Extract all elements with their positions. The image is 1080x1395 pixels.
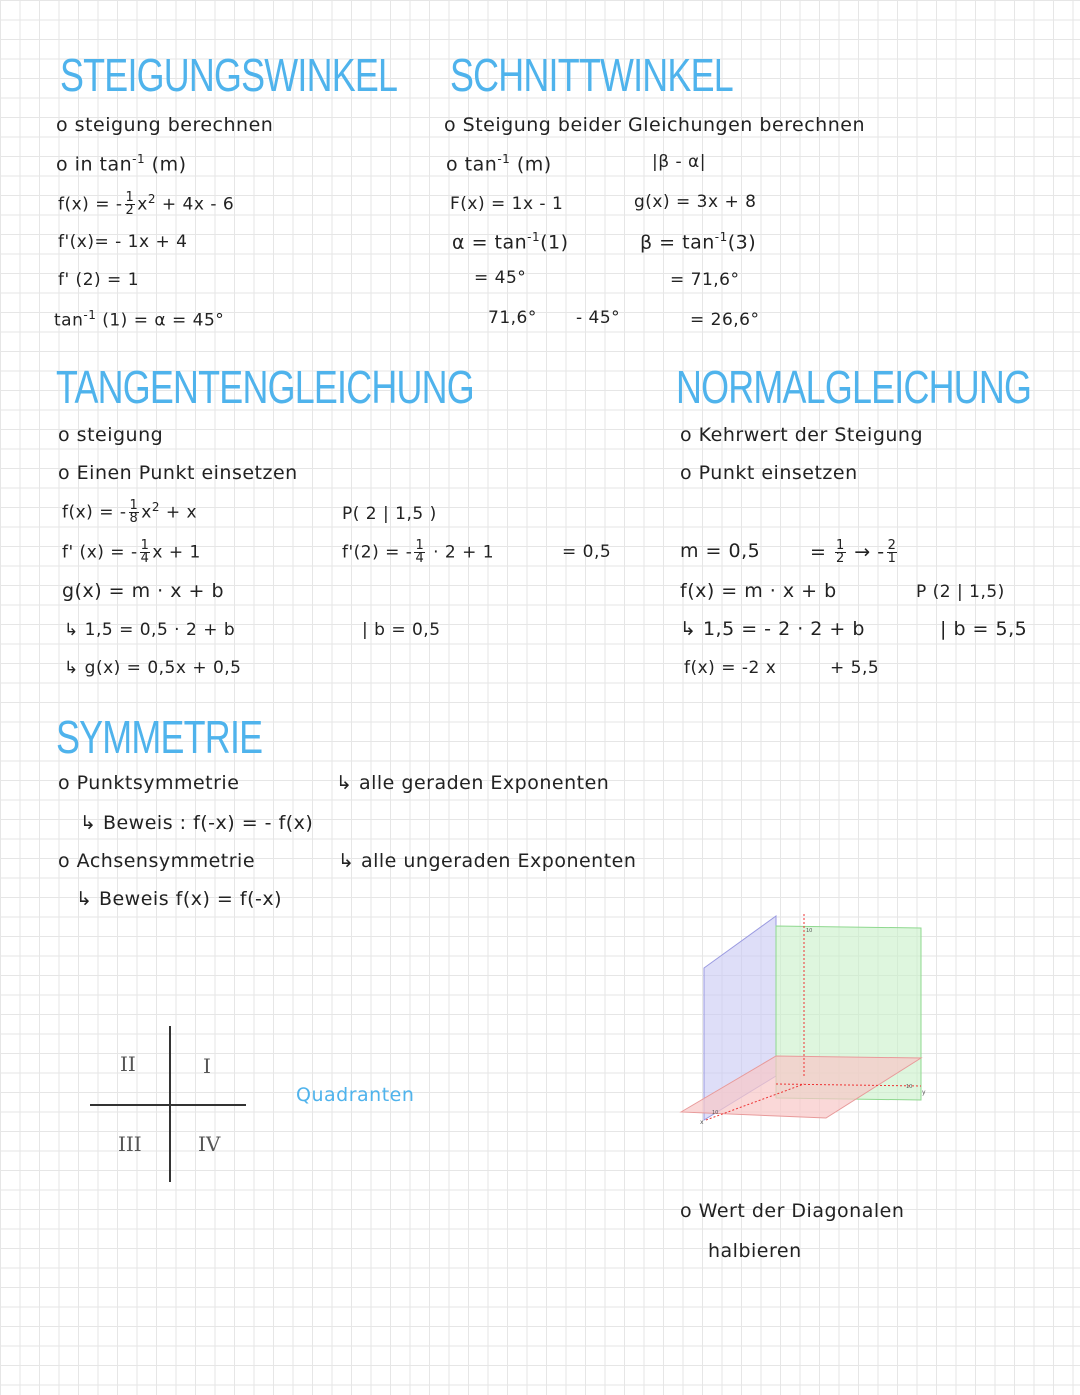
x-tick-label: 10: [712, 1110, 719, 1116]
normalgleichung-result-right: + 5,5: [830, 658, 880, 678]
tangentengleichung-step-1: o steigung: [58, 424, 164, 446]
steigungswinkel-angle-result: $\tan^{-1} (1) = \alpha = 45^\circ$: [54, 308, 225, 331]
schnittwinkel-alpha-minus: - 45°: [576, 308, 621, 328]
diagonal-note-line-2: halbieren: [708, 1240, 802, 1262]
steigungswinkel-step-1: o steigung berechnen: [56, 114, 274, 136]
steigungswinkel-step-2: o in $\tan^{-1} (m)$: [56, 152, 187, 176]
normalgleichung-step-2: o Punkt einsetzen: [680, 462, 858, 484]
steigungswinkel-heading: STEIGUNGSWINKEL: [60, 49, 398, 101]
tangentengleichung-result: ↳ g(x) = 0,5x + 0,5: [64, 658, 242, 678]
schnittwinkel-beta-value: = 71,6°: [670, 270, 740, 290]
normalgleichung-step-1: o Kehrwert der Steigung: [680, 424, 924, 446]
steigungswinkel-function: f(x) = - $\frac{1}{2}$ $x^2 + 4x - 6$: [58, 190, 235, 219]
schnittwinkel-step-1: o Steigung beider Gleichungen berechnen: [444, 114, 865, 136]
y-axis-label: y: [922, 1089, 926, 1096]
symmetrie-axis: o Achsensymmetrie: [58, 850, 256, 872]
tangentengleichung-slope-result: = 0,5: [562, 542, 612, 562]
tangentengleichung-solve-b: ↳ 1,5 = 0,5 · 2 + b: [64, 620, 236, 640]
symmetrie-point-proof: ↳ Beweis : f(-x) = - f(x): [80, 812, 314, 834]
tangentengleichung-general-form: g(x) = m · x + b: [62, 580, 225, 602]
x-axis-label: x: [700, 1119, 704, 1126]
normalgleichung-result-left: f(x) = -2 x: [684, 658, 777, 678]
normalgleichung-b-value: | b = 5,5: [940, 618, 1028, 640]
schnittwinkel-beta: $\beta = \tan^{-1}(3)$: [640, 230, 757, 254]
symmetrie-point-rule: ↳ alle geraden Exponenten: [336, 772, 610, 794]
normalgleichung-solve-b: ↳ 1,5 = - 2 · 2 + b: [680, 618, 865, 640]
normalgleichung-point: P (2 | 1,5): [916, 582, 1005, 602]
quadrant-4-label: IV: [198, 1132, 221, 1156]
tangentengleichung-heading: TANGENTENGLEICHUNG: [56, 361, 474, 413]
y-tick-label: 10: [906, 1084, 913, 1090]
normalgleichung-reciprocal: = $\frac{1}{2}$ → - $\frac{2}{1}$: [810, 538, 897, 566]
schnittwinkel-function-f: F(x) = 1x - 1: [450, 194, 564, 214]
schnittwinkel-alpha-value: = 45°: [474, 268, 527, 288]
steigungswinkel-derivative-value: f' (2) = 1: [58, 270, 140, 290]
symmetrie-axis-rule: ↳ alle ungeraden Exponenten: [338, 850, 637, 872]
quadrant-2-label: II: [120, 1052, 136, 1076]
quadrant-horizontal-axis: [90, 1104, 246, 1106]
tangentengleichung-step-2: o Einen Punkt einsetzen: [58, 462, 298, 484]
tangentengleichung-derivative: f' (x) = - $\frac{1}{4}$ x + 1: [62, 538, 201, 566]
quadrant-vertical-axis: [169, 1026, 171, 1182]
z-tick-label: 10: [806, 928, 813, 934]
tangentengleichung-b-value: | b = 0,5: [362, 620, 441, 640]
diagonal-note-line-1: o Wert der Diagonalen: [680, 1200, 905, 1222]
quadranten-label: Quadranten: [296, 1084, 415, 1106]
symmetrie-point: o Punktsymmetrie: [58, 772, 240, 794]
schnittwinkel-beta-minus: 71,6°: [488, 308, 537, 328]
schnittwinkel-alpha: $\alpha = \tan^{-1}(1)$: [452, 230, 569, 254]
schnittwinkel-heading: SCHNITTWINKEL: [450, 49, 733, 101]
normalgleichung-general-form: f(x) = m · x + b: [680, 580, 837, 602]
normalgleichung-heading: NORMALGLEICHUNG: [676, 361, 1032, 413]
symmetrie-axis-proof: ↳ Beweis f(x) = f(-x): [76, 888, 283, 910]
steigungswinkel-derivative: f'(x)= - 1x + 4: [58, 232, 188, 252]
tangentengleichung-function: f(x) = - $\frac{1}{8}$ $x^2 + x$: [62, 498, 198, 527]
schnittwinkel-result: = 26,6°: [690, 310, 760, 330]
quadrant-3-label: III: [118, 1132, 142, 1156]
schnittwinkel-abs-difference: |β - α|: [652, 152, 706, 172]
tangentengleichung-derivative-value: f'(2) = - $\frac{1}{4}$ · 2 + 1: [342, 538, 495, 566]
normalgleichung-slope: m = 0,5: [680, 540, 761, 562]
quadrant-1-label: I: [203, 1054, 211, 1078]
coordinate-planes-3d-plot: [676, 908, 936, 1138]
schnittwinkel-step-2: o $\tan^{-1} (m)$: [446, 152, 552, 176]
tangentengleichung-point: P( 2 | 1,5 ): [342, 504, 437, 524]
schnittwinkel-function-g: g(x) = 3x + 8: [634, 192, 757, 212]
symmetrie-heading: SYMMETRIE: [56, 711, 263, 763]
